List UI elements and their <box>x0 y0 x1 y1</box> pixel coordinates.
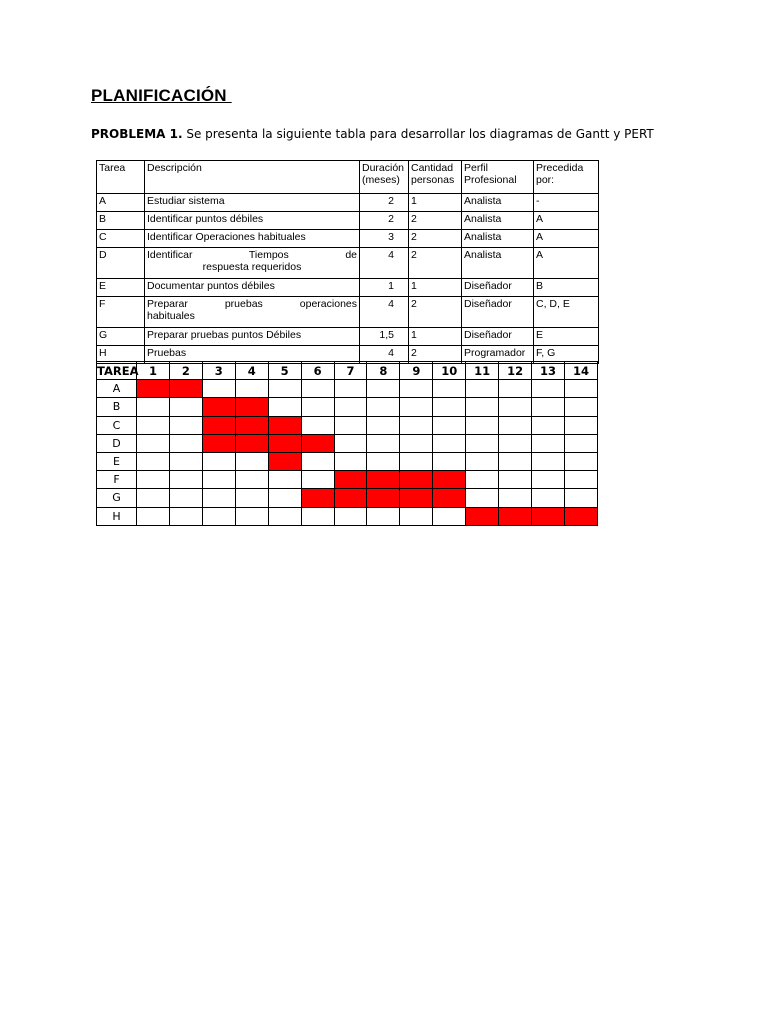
gantt-empty-cell <box>433 398 466 416</box>
gantt-empty-cell <box>202 507 235 525</box>
gantt-empty-cell <box>367 434 400 452</box>
gantt-month-label: 13 <box>532 362 565 380</box>
gantt-empty-cell <box>169 471 202 489</box>
gantt-empty-cell <box>367 507 400 525</box>
gantt-empty-cell <box>268 398 301 416</box>
cell-perfil: Diseñador <box>462 279 534 297</box>
gantt-bar-cell <box>235 398 268 416</box>
gantt-empty-cell <box>367 416 400 434</box>
gantt-empty-cell <box>499 489 532 507</box>
cell-tarea: F <box>97 297 145 328</box>
gantt-empty-cell <box>400 434 433 452</box>
gantt-empty-cell <box>499 471 532 489</box>
gantt-empty-cell <box>301 452 334 470</box>
description-line-1: Identificar Tiempos de <box>147 249 357 261</box>
cell-duracion: 4 <box>360 297 409 328</box>
gantt-header-tarea: TAREA <box>97 362 137 380</box>
gantt-empty-cell <box>301 380 334 398</box>
gantt-empty-cell <box>367 452 400 470</box>
gantt-bar-cell <box>334 471 367 489</box>
gantt-empty-cell <box>433 380 466 398</box>
gantt-empty-cell <box>137 398 170 416</box>
cell-precedida: A <box>534 248 599 279</box>
cell-personas: 1 <box>409 328 462 346</box>
gantt-empty-cell <box>268 471 301 489</box>
gantt-empty-cell <box>334 398 367 416</box>
header-perfil: Perfil Profesional <box>462 161 534 194</box>
gantt-task-label: D <box>97 434 137 452</box>
gantt-empty-cell <box>433 507 466 525</box>
description-line-2: respuesta requeridos <box>202 261 302 273</box>
gantt-task-label: F <box>97 471 137 489</box>
gantt-empty-cell <box>400 380 433 398</box>
gantt-empty-cell <box>499 434 532 452</box>
gantt-bar-cell <box>433 471 466 489</box>
gantt-row <box>97 416 598 434</box>
cell-tarea: H <box>97 346 145 364</box>
gantt-bar-cell <box>466 507 499 525</box>
header-tarea: Tarea <box>97 161 145 194</box>
gantt-month-label: 14 <box>564 362 597 380</box>
gantt-empty-cell <box>564 380 597 398</box>
gantt-row <box>97 507 598 525</box>
gantt-empty-cell <box>400 452 433 470</box>
gantt-empty-cell <box>169 434 202 452</box>
table-row <box>97 297 599 328</box>
gantt-empty-cell <box>235 489 268 507</box>
gantt-empty-cell <box>301 416 334 434</box>
cell-precedida: F, G <box>534 346 599 364</box>
gantt-empty-cell <box>334 434 367 452</box>
gantt-empty-cell <box>137 434 170 452</box>
gantt-empty-cell <box>202 489 235 507</box>
gantt-bar-cell <box>564 507 597 525</box>
gantt-month-label: 7 <box>334 362 367 380</box>
gantt-empty-cell <box>564 434 597 452</box>
gantt-empty-cell <box>235 471 268 489</box>
description-line-2: habituales <box>147 310 195 322</box>
gantt-month-label: 8 <box>367 362 400 380</box>
gantt-month-label: 4 <box>235 362 268 380</box>
gantt-empty-cell <box>367 380 400 398</box>
gantt-month-label: 5 <box>268 362 301 380</box>
cell-duracion: 3 <box>360 230 409 248</box>
gantt-empty-cell <box>137 471 170 489</box>
gantt-bar-cell <box>235 416 268 434</box>
gantt-empty-cell <box>532 434 565 452</box>
header-duracion: Duración (meses) <box>360 161 409 194</box>
gantt-empty-cell <box>137 507 170 525</box>
gantt-bar-cell <box>268 452 301 470</box>
cell-duracion: 4 <box>360 248 409 279</box>
gantt-task-label: B <box>97 398 137 416</box>
gantt-row <box>97 452 598 470</box>
gantt-empty-cell <box>235 452 268 470</box>
gantt-empty-cell <box>334 416 367 434</box>
gantt-row <box>97 380 598 398</box>
gantt-empty-cell <box>433 434 466 452</box>
gantt-chart <box>96 361 598 526</box>
gantt-bar-cell <box>202 398 235 416</box>
gantt-empty-cell <box>268 489 301 507</box>
gantt-month-label: 12 <box>499 362 532 380</box>
cell-duracion: 2 <box>360 194 409 212</box>
gantt-empty-cell <box>334 452 367 470</box>
gantt-bar-cell <box>334 489 367 507</box>
gantt-task-label: H <box>97 507 137 525</box>
cell-perfil: Analista <box>462 194 534 212</box>
gantt-bar-cell <box>202 434 235 452</box>
gantt-month-label: 2 <box>169 362 202 380</box>
gantt-month-label: 6 <box>301 362 334 380</box>
gantt-bar-cell <box>532 507 565 525</box>
gantt-empty-cell <box>466 380 499 398</box>
cell-duracion: 1,5 <box>360 328 409 346</box>
gantt-row <box>97 398 598 416</box>
gantt-empty-cell <box>202 452 235 470</box>
gantt-empty-cell <box>169 507 202 525</box>
gantt-empty-cell <box>169 489 202 507</box>
gantt-bar-cell <box>367 489 400 507</box>
gantt-empty-cell <box>400 398 433 416</box>
cell-duracion: 2 <box>360 212 409 230</box>
cell-precedida: A <box>534 230 599 248</box>
cell-precedida: A <box>534 212 599 230</box>
cell-precedida: C, D, E <box>534 297 599 328</box>
gantt-empty-cell <box>400 416 433 434</box>
gantt-row <box>97 471 598 489</box>
gantt-empty-cell <box>202 471 235 489</box>
cell-descripcion: Estudiar sistema <box>145 194 360 212</box>
cell-personas: 2 <box>409 346 462 364</box>
cell-tarea: E <box>97 279 145 297</box>
table-row <box>97 279 599 297</box>
gantt-empty-cell <box>466 489 499 507</box>
cell-tarea: G <box>97 328 145 346</box>
gantt-task-label: C <box>97 416 137 434</box>
gantt-bar-cell <box>433 489 466 507</box>
problem-statement <box>91 127 654 141</box>
gantt-empty-cell <box>532 489 565 507</box>
gantt-bar-cell <box>400 471 433 489</box>
cell-personas: 2 <box>409 212 462 230</box>
cell-tarea: B <box>97 212 145 230</box>
gantt-empty-cell <box>235 507 268 525</box>
gantt-month-label: 10 <box>433 362 466 380</box>
header-precedida: Precedida por: <box>534 161 599 194</box>
gantt-empty-cell <box>564 489 597 507</box>
gantt-empty-cell <box>433 452 466 470</box>
gantt-empty-cell <box>499 416 532 434</box>
gantt-empty-cell <box>466 471 499 489</box>
gantt-empty-cell <box>499 380 532 398</box>
cell-personas: 2 <box>409 248 462 279</box>
gantt-bar-cell <box>137 380 170 398</box>
gantt-empty-cell <box>466 398 499 416</box>
task-table <box>96 160 599 364</box>
cell-personas: 1 <box>409 194 462 212</box>
cell-descripcion: Identificar Operaciones habituales <box>145 230 360 248</box>
gantt-bar-cell <box>268 434 301 452</box>
gantt-header-row <box>97 362 598 380</box>
table-row <box>97 212 599 230</box>
gantt-bar-cell <box>301 489 334 507</box>
gantt-empty-cell <box>532 452 565 470</box>
gantt-empty-cell <box>433 416 466 434</box>
cell-descripcion <box>145 297 360 328</box>
cell-perfil: Analista <box>462 230 534 248</box>
gantt-empty-cell <box>169 398 202 416</box>
cell-perfil: Programador <box>462 346 534 364</box>
cell-perfil: Diseñador <box>462 297 534 328</box>
cell-perfil: Analista <box>462 248 534 279</box>
table-row <box>97 194 599 212</box>
gantt-bar-cell <box>169 380 202 398</box>
header-cantidad: Cantidad personas <box>409 161 462 194</box>
cell-duracion: 1 <box>360 279 409 297</box>
cell-precedida: E <box>534 328 599 346</box>
header-descripcion: Descripción <box>145 161 360 194</box>
gantt-empty-cell <box>532 380 565 398</box>
cell-descripcion: Preparar pruebas puntos Débiles <box>145 328 360 346</box>
gantt-bar-cell <box>499 507 532 525</box>
cell-tarea: C <box>97 230 145 248</box>
cell-precedida: B <box>534 279 599 297</box>
cell-descripcion <box>145 248 360 279</box>
problem-text: Se presenta la siguiente tabla para desarrollar los diagramas de Gantt y PERT <box>182 127 654 141</box>
gantt-task-label: G <box>97 489 137 507</box>
gantt-bar-cell <box>202 416 235 434</box>
gantt-empty-cell <box>301 471 334 489</box>
gantt-empty-cell <box>235 380 268 398</box>
gantt-month-label: 9 <box>400 362 433 380</box>
gantt-empty-cell <box>400 507 433 525</box>
gantt-empty-cell <box>169 416 202 434</box>
gantt-bar-cell <box>235 434 268 452</box>
cell-tarea: D <box>97 248 145 279</box>
page-title: PLANIFICACIÓN <box>91 86 232 105</box>
gantt-empty-cell <box>334 380 367 398</box>
gantt-empty-cell <box>466 434 499 452</box>
gantt-empty-cell <box>532 471 565 489</box>
cell-descripcion: Pruebas <box>145 346 360 364</box>
cell-perfil: Analista <box>462 212 534 230</box>
gantt-empty-cell <box>202 380 235 398</box>
gantt-empty-cell <box>137 416 170 434</box>
cell-descripcion: Identificar puntos débiles <box>145 212 360 230</box>
gantt-task-label: A <box>97 380 137 398</box>
gantt-row <box>97 489 598 507</box>
gantt-empty-cell <box>169 452 202 470</box>
gantt-bar-cell <box>400 489 433 507</box>
gantt-row <box>97 434 598 452</box>
gantt-empty-cell <box>137 489 170 507</box>
description-line-1: Preparar pruebas operaciones <box>147 298 357 310</box>
cell-personas: 2 <box>409 297 462 328</box>
cell-tarea: A <box>97 194 145 212</box>
cell-descripcion: Documentar puntos débiles <box>145 279 360 297</box>
gantt-empty-cell <box>466 452 499 470</box>
cell-perfil: Diseñador <box>462 328 534 346</box>
gantt-bar-cell <box>367 471 400 489</box>
gantt-month-label: 1 <box>137 362 170 380</box>
task-table-header <box>97 161 599 194</box>
gantt-empty-cell <box>564 471 597 489</box>
cell-precedida: - <box>534 194 599 212</box>
table-row <box>97 248 599 279</box>
gantt-empty-cell <box>499 398 532 416</box>
gantt-empty-cell <box>466 416 499 434</box>
table-row <box>97 328 599 346</box>
cell-personas: 2 <box>409 230 462 248</box>
gantt-empty-cell <box>334 507 367 525</box>
gantt-month-label: 3 <box>202 362 235 380</box>
gantt-empty-cell <box>301 398 334 416</box>
gantt-empty-cell <box>367 398 400 416</box>
gantt-bar-cell <box>301 434 334 452</box>
gantt-task-label: E <box>97 452 137 470</box>
gantt-bar-cell <box>268 416 301 434</box>
table-row <box>97 230 599 248</box>
gantt-empty-cell <box>499 452 532 470</box>
gantt-empty-cell <box>564 416 597 434</box>
gantt-empty-cell <box>532 398 565 416</box>
gantt-empty-cell <box>301 507 334 525</box>
gantt-empty-cell <box>564 452 597 470</box>
gantt-month-label: 11 <box>466 362 499 380</box>
problem-number: PROBLEMA 1. <box>91 127 183 141</box>
cell-duracion: 4 <box>360 346 409 364</box>
cell-personas: 1 <box>409 279 462 297</box>
gantt-empty-cell <box>268 380 301 398</box>
gantt-empty-cell <box>532 416 565 434</box>
gantt-empty-cell <box>137 452 170 470</box>
gantt-empty-cell <box>564 398 597 416</box>
gantt-empty-cell <box>268 507 301 525</box>
